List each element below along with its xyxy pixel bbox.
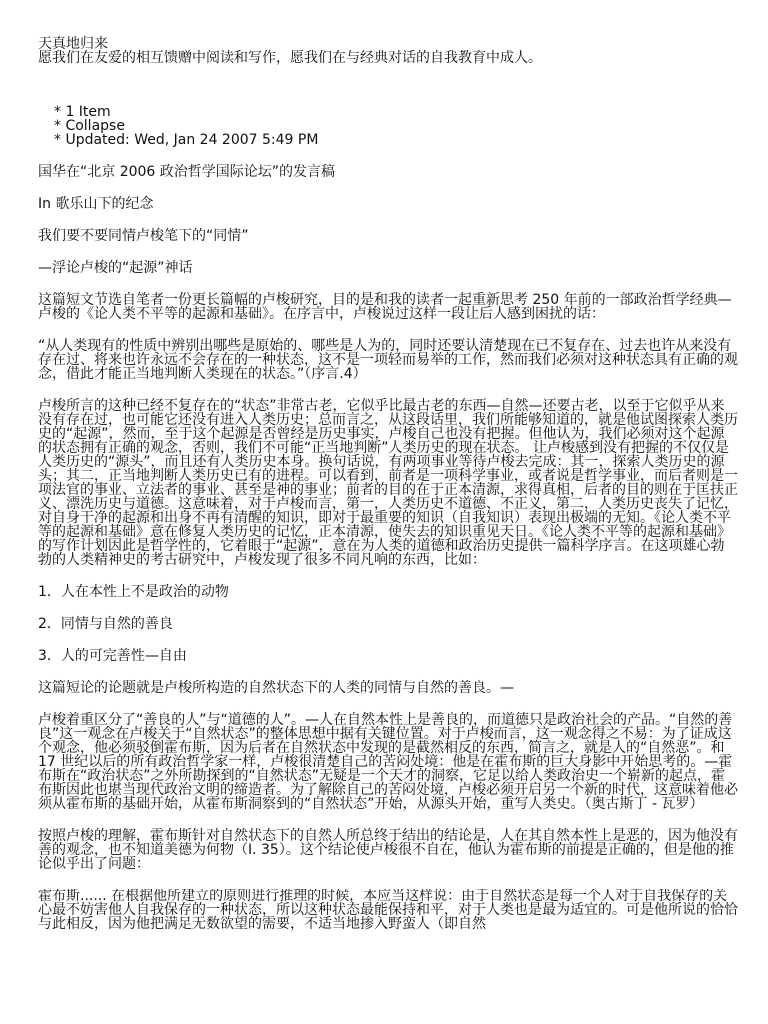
spacer: [38, 179, 738, 197]
item-count: * 1 Item: [54, 104, 111, 120]
paragraph-hobbes-quote: 霍布斯...... 在根据他所建立的原则进行推理的时候，本应当这样说：由于自然状态是每一个人对于自我保存的关心最不妨害他人自我保存的一种状态，所以这种状态最能保持和平，对于人类也是最为适宜的。可是他所说的恰恰与此相反，因为他把满足无数欲望的需要，不适当地掺入野蛮人（即自然: [38, 889, 738, 932]
list-item-1: 1．人在本性上不是政治的动物: [38, 584, 229, 600]
spacer: [38, 275, 738, 293]
list-item-3: 3．人的可完善性—自由: [38, 648, 187, 664]
spacer: [38, 695, 738, 713]
spacer: [38, 321, 738, 339]
paragraph-hobbes: 卢梭着重区分了“善良的人”与“道德的人”。—人在自然本性上是善良的，而道德只是政治社会的产品。“自然的善良”这一观念在卢梭关于“自然状态”的整体思想中据有关键位置。对于卢梭而言，这一观念得之不易：为了证成这个观念，他必须驳倒霍布斯，因为后者在自然状态中发现的是截然相反的东西，简言之，就是人的“自然恶”。和 17 世纪以后的所有政治哲学家一样，卢梭很清楚自己的苦闷处境：他是在霍布斯的巨大身影中开始思考的。—霍布斯在“政治状态”之外所勘探到的“自然状态”无疑是一个天才的洞察，它足以给人类政治史一个崭新的起点，霍布斯因此也堪当现代政治文明的缔造者。为了解除自己的苦闷处境，卢梭必须开启另一个新的时代，这意味着他必须从霍布斯的基础开始，从霍布斯洞察到的“自然状态”开始，从源头开始，重写人类史。（奥古斯丁 - 瓦罗）: [38, 712, 738, 812]
article-category[interactable]: In 歌乐山下的纪念: [38, 196, 154, 212]
document-page: [38, 37, 738, 939]
spacer: [38, 243, 738, 261]
post-meta-list: [38, 105, 738, 147]
spacer: [38, 91, 738, 105]
collapse-link[interactable]: * Collapse: [54, 118, 125, 134]
spacer: [38, 631, 738, 649]
article-source: 国华在“北京 2006 政治哲学国际论坛”的发言稿: [38, 164, 336, 180]
paragraph-state: 卢梭所言的这种已经不复存在的“状态”非常古老，它似乎比最古老的东西—自然—还要古老，以至于它似乎从来没有存在过，也可能它还没有进入人类历史；总而言之，从这段话里，我们所能够知道的，就是他试图探索人类历史的“起源”，然而，至于这个起源是否曾经是历史事实，卢梭自己也没有把握。但他认为，我们必须对这个起源的状态拥有正确的观念，否则，我们不可能“正当地判断”人类历史的现在状态。 让卢梭感到没有把握的不仅仅是人类历史的“源头”，而且还有人类历史本身。换句话说，有两项事业等待卢梭去完成：其一，探索人类历史的源头；其二，正当地判断人类历史已有的进程。可以看到，前者是一项科学事业，或者说是哲学事业，而后者则是一项法官的事业、立法者的事业、甚至是神的事业；前者的目的在于正本清源，求得真相，后者的目的则在于匡扶正义、漂洗历史与道德。这意味着，对于卢梭而言，第一，人类历史不道德、不正义，第二，人类历史丧失了记忆，对自身干净的起源和出身不再有清醒的知识，即对于最重要的知识（自我知识）表现出极端的无知。《论人类不平等的起源和基础》意在修复人类历史的记忆，正本清源，使失去的知识重见天日。《论人类不平等的起源和基础》的写作计划因此是哲学性的，它着眼于“起源”，意在为人类的道德和政治历史提供一篇科学序言。在这项雄心勃勃的人类精神史的考古研究中，卢梭发现了很多不同凡响的东西，比如：: [38, 398, 738, 568]
paragraph-understanding: 按照卢梭的理解，霍布斯针对自然状态下的自然人所总终于结出的结论是，人在其自然本性上是恶的，因为他没有善的观念，也不知道美德为何物（I. 35）。这个结论使卢梭很不自在，他认为霍布斯的前提是正确的，但是他的推论似乎出了问题：: [38, 828, 738, 872]
spacer: [38, 663, 738, 681]
paragraph-quote: “从人类现有的性质中辨别出哪些是原始的、哪些是人为的，同时还要认清楚现在已不复存在、过去也许从来没有存在过、将来也许永远不会存在的一种状态，这不是一项轻而易举的工作，然而我们必须对这种状态具有正确的观念，借此才能正当地判断人类现在的状态。”（序言.4）: [38, 338, 738, 382]
blog-title: 天真地归来: [38, 36, 108, 52]
updated-date: * Updated: Wed, Jan 24 2007 5:49 PM: [54, 132, 319, 148]
spacer: [38, 871, 738, 889]
spacer: [38, 811, 738, 829]
spacer: [38, 147, 738, 165]
spacer: [38, 381, 738, 399]
paragraph-cutoff-wrapper: [38, 889, 738, 939]
article-title: 我们要不要同情卢梭笔下的“同情”: [38, 228, 249, 244]
list-item-2: 2．同情与自然的善良: [38, 616, 173, 632]
article-subtitle: —浮论卢梭的“起源”神话: [38, 260, 193, 276]
spacer: [38, 65, 738, 91]
spacer: [38, 211, 738, 229]
paragraph-intro: 这篇短文节选自笔者一份更长篇幅的卢梭研究，目的是和我的读者一起重新思考 250 年前的一部政治哲学经典—卢梭的《论人类不平等的起源和基础》。在序言中，卢梭说过这样一段让后人感到困扰的话：: [38, 292, 732, 322]
spacer: [38, 599, 738, 617]
blog-subtitle: 愿我们在友爱的相互馈赠中阅读和写作，愿我们在与经典对话的自我教育中成人。: [38, 50, 542, 66]
paragraph-thesis: 这篇短论的论题就是卢梭所构造的自然状态下的人类的同情与自然的善良。—: [38, 680, 514, 696]
spacer: [38, 567, 738, 585]
